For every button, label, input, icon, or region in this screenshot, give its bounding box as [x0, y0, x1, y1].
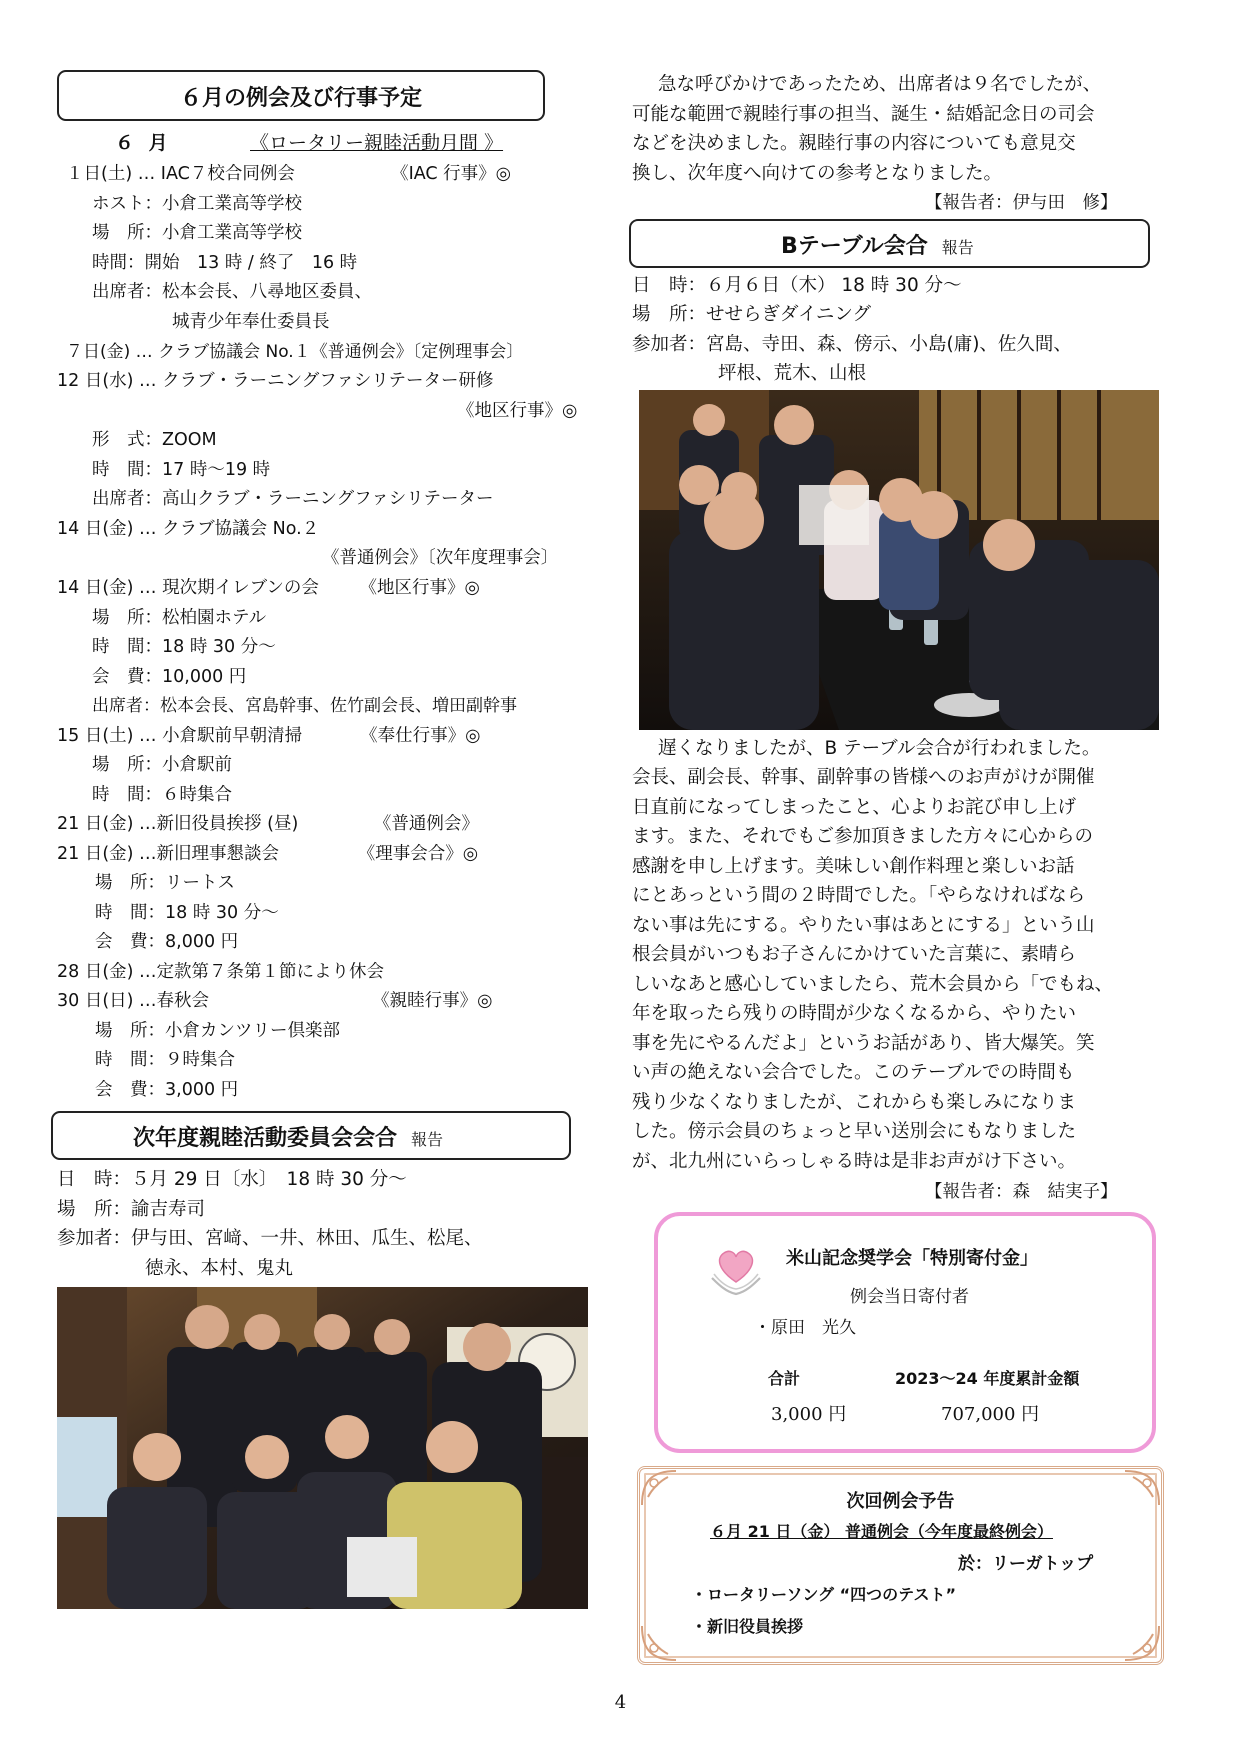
btable-report-line: い声の絶えない会合でした。このテーブルでの時間も: [632, 1062, 1075, 1083]
committee-reporter: 【報告者：伊与田 修】: [925, 193, 1118, 213]
btable-report-line: にとあっという間の２時間でした。「やらなければなら: [632, 885, 1086, 906]
next-meeting-date: ６月 21 日（金） 普通例会（今年度最終例会）: [710, 1522, 1053, 1541]
schedule-line: 出席者：松本会長、宮島幹事、佐竹副会長、増田副幹事: [92, 696, 517, 716]
schedule-line: 場 所：小倉駅前: [92, 755, 232, 775]
schedule-line: 12 日(水) … クラブ・ラーニングファシリテーター研修: [57, 371, 494, 391]
committee-info-line: 日 時：５月 29 日〔水〕 18 時 30 分～: [57, 1169, 407, 1190]
committee-report-line: 可能な範囲で親睦行事の担当、誕生・結婚記念日の司会: [632, 104, 1095, 125]
btable-report-line: ます。また、それでもご参加頂きました方々に心からの: [632, 826, 1094, 847]
committee-report-line: 換し、次年度へ向けての参考となりました。: [632, 163, 1003, 184]
schedule-line: 時 間：17 時～19 時: [92, 460, 271, 480]
donation-donor: ・原田 光久: [754, 1318, 856, 1338]
donation-cumulative-value: 707,000 円: [941, 1404, 1040, 1425]
schedule-line: 時 間：６時集合: [92, 785, 232, 805]
btable-title-suffix: 報告: [941, 238, 974, 257]
schedule-line: 時 間：18 時 30 分～: [92, 637, 276, 657]
btable-report-line: 年を取ったら残りの時間が少なくなるから、やりたい: [632, 1003, 1077, 1024]
committee-title-suffix: 報告: [411, 1130, 444, 1149]
schedule-line: 《普通例会》〔次年度理事会〕: [322, 548, 559, 568]
btable-info-line: 坪根、荒木、山根: [718, 363, 867, 384]
btable-report-line: しいなあと感心していましたら、荒木会員から「でもね、: [632, 974, 1114, 995]
schedule-line: 14 日(金) … クラブ協議会 No.２: [57, 519, 320, 539]
schedule-line: 15 日(土) … 小倉駅前早朝清掃 《奉仕行事》◎: [57, 726, 481, 746]
schedule-line: 21 日(金) …新旧役員挨拶 (昼) 《普通例会》: [57, 814, 479, 834]
schedule-line: 出席者：高山クラブ・ラーニングファシリテーター: [92, 489, 494, 509]
committee-photo-image: [57, 1287, 588, 1609]
donation-box: [654, 1212, 1156, 1453]
schedule-line: 場 所：小倉カンツリー倶楽部: [95, 1021, 340, 1041]
month-label: ６ 月: [115, 132, 172, 154]
btable-info-line: 場 所：せせらぎダイニング: [632, 304, 872, 325]
schedule-line: ホスト：小倉工業高等学校: [92, 194, 302, 214]
btable-info-line: 日 時：６月６日（木） 18 時 30 分～: [632, 275, 962, 296]
btable-title: Bテーブル会合: [781, 234, 928, 259]
btable-report-line: 残り少なくなりましたが、これからも楽しみになりま: [632, 1092, 1077, 1113]
btable-report-line: 会長、副会長、幹事、副幹事の皆様へのお声がけが開催: [632, 767, 1095, 788]
schedule-line: 出席者：松本会長、八尋地区委員、: [92, 282, 372, 302]
june-schedule-title-box: [57, 70, 545, 121]
btable-reporter: 【報告者：森 結実子】: [925, 1182, 1118, 1202]
btable-title-box: [629, 219, 1150, 268]
schedule-line: 場 所：松柏園ホテル: [92, 608, 267, 628]
donation-total-value: 3,000 円: [771, 1404, 847, 1425]
committee-group-photo: [57, 1287, 588, 1609]
btable-report-line: ない事は先にする。やりたい事はあとにする」という山: [632, 915, 1095, 936]
btable-info-line: 参加者：宮島、寺田、森、傍示、小島(庸)、佐久間、: [632, 334, 1072, 355]
june-schedule-title: ６月の例会及び行事予定: [179, 86, 422, 111]
schedule-line: 14 日(金) … 現次期イレブンの会 《地区行事》◎: [57, 578, 480, 598]
btable-group-photo: [639, 390, 1159, 730]
schedule-line: 会 費：3,000 円: [95, 1080, 239, 1100]
next-meeting-item: ・ロータリーソング “四つのテスト”: [691, 1585, 957, 1604]
btable-photo-image: [639, 390, 1159, 730]
next-meeting-box: [637, 1466, 1164, 1665]
corner-ornament-icon: [638, 1622, 680, 1664]
committee-info-line: 場 所：諭吉寿司: [57, 1199, 206, 1220]
schedule-line: 場 所：小倉工業高等学校: [92, 223, 302, 243]
schedule-line: 28 日(金) …定款第７条第１節により休会: [57, 962, 385, 982]
next-meeting-title: 次回例会予告: [846, 1491, 955, 1512]
schedule-line: １日(土) … IAC７校合同例会 《IAC 行事》◎: [66, 164, 511, 184]
schedule-line: 城青少年奉仕委員長: [172, 312, 330, 332]
btable-report-line: した。傍示会員のちょっと早い送別会にもなりました: [632, 1121, 1077, 1142]
heart-hands-icon: [708, 1244, 764, 1298]
schedule-line: 時間：開始 13 時 / 終了 16 時: [92, 253, 358, 273]
schedule-line: ７日(金) … クラブ協議会 No.１《普通例会》〔定例理事会〕: [66, 342, 524, 362]
committee-title: 次年度親睦活動委員会会合: [133, 1126, 398, 1151]
btable-report-line: 日直前になってしまったこと、心よりお詫び申し上げ: [632, 797, 1077, 818]
schedule-line: 《地区行事》◎: [457, 401, 578, 421]
schedule-line: 30 日(日) …春秋会 《親睦行事》◎: [57, 991, 493, 1011]
page-number: 4: [614, 1692, 627, 1713]
corner-ornament-icon: [1121, 1622, 1163, 1664]
committee-title-box: [51, 1111, 571, 1160]
donation-cumulative-label: 2023～24 年度累計金額: [895, 1369, 1080, 1388]
committee-report-line: などを決めました。親睦行事の内容についても意見交: [632, 133, 1076, 154]
committee-report-line: 急な呼びかけであったため、出席者は９名でしたが、: [658, 74, 1102, 95]
next-meeting-venue: 於：リーガトップ: [958, 1554, 1094, 1574]
btable-report-line: 遅くなりましたが、B テーブル会合が行われました。: [658, 738, 1101, 759]
donation-total-label: 合計: [768, 1369, 801, 1388]
btable-report-line: 事を先にやるんだよ」というお話があり、皆大爆笑。笑: [632, 1033, 1095, 1054]
month-theme: 《ロータリー親睦活動月間 》: [250, 132, 504, 154]
schedule-line: 場 所：リートス: [95, 873, 235, 893]
btable-report-line: 根会員がいつもお子さんにかけていた言葉に、素晴ら: [632, 944, 1077, 965]
schedule-line: 21 日(金) …新旧理事懇談会 《理事会合》◎: [57, 844, 479, 864]
committee-info-line: 徳永、本村、鬼丸: [145, 1258, 294, 1279]
donation-subtitle: 例会当日寄付者: [850, 1287, 969, 1307]
schedule-line: 会 費：8,000 円: [95, 932, 239, 952]
committee-info-line: 参加者：伊与田、宮﨑、一井、林田、瓜生、松尾、: [57, 1228, 483, 1249]
donation-title: 米山記念奨学会「特別寄付金」: [786, 1248, 1038, 1269]
schedule-line: 形 式：ZOOM: [92, 430, 217, 450]
schedule-line: 時 間：９時集合: [95, 1050, 235, 1070]
btable-report-line: が、北九州にいらっしゃる時は是非お声がけ下さい。: [632, 1151, 1077, 1172]
schedule-line: 時 間：18 時 30 分～: [95, 903, 279, 923]
btable-report-line: 感謝を申し上げます。美味しい創作料理と楽しいお話: [632, 856, 1075, 877]
schedule-line: 会 費：10,000 円: [92, 667, 247, 687]
next-meeting-item: ・新旧役員挨拶: [691, 1617, 804, 1636]
